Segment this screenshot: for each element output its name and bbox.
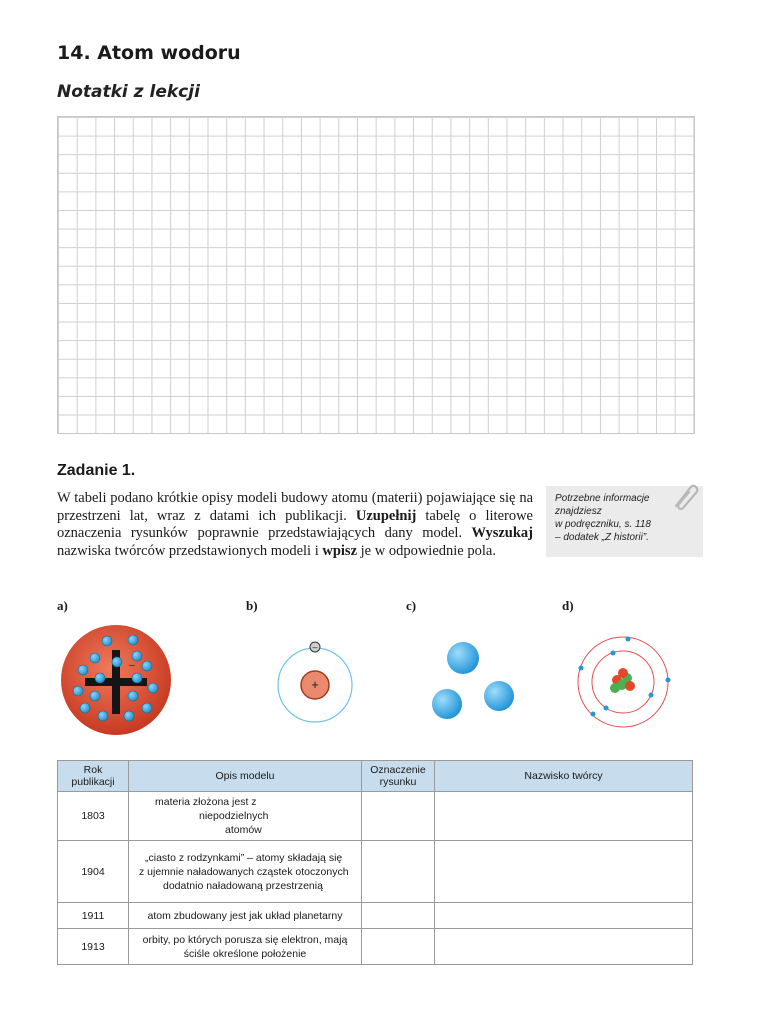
models-table: [57, 760, 693, 965]
cell-description: [129, 792, 362, 841]
desc-line: materia złożona jest z: [155, 796, 257, 808]
cell-description: atom zbudowany jest jak układ planetarny: [129, 903, 362, 929]
desc-line: dodatnio naładowaną przestrzenią: [163, 879, 323, 892]
notes-heading: Notatki z lekcji: [57, 82, 200, 102]
desc-line: orbity, po których porusza się elektron, mają: [142, 933, 348, 946]
cell-year: 1911: [58, 903, 129, 929]
figure-label-c: c): [406, 598, 417, 613]
figure-d-bohr: [573, 632, 673, 730]
author-input[interactable]: [435, 903, 693, 929]
table-row: [58, 903, 693, 929]
task-keyword-write: wpisz: [322, 542, 358, 559]
col-header-figure: Oznaczenie rysunku: [362, 761, 435, 792]
author-input[interactable]: [435, 792, 693, 841]
figure-mark-input[interactable]: [362, 841, 435, 903]
hint-text: [555, 492, 685, 544]
table-row: [58, 929, 693, 965]
table-row: [58, 792, 693, 841]
hint-line: – dodatek „Z historii”.: [555, 532, 649, 543]
col-header-year: Rok publikacji: [58, 761, 129, 792]
cell-description: [129, 929, 362, 965]
task-instructions: [57, 490, 533, 560]
hint-line: znajdziesz: [555, 506, 602, 517]
desc-line: ściśle określone położenie: [183, 947, 307, 960]
author-input[interactable]: [435, 929, 693, 965]
col-header-author: Nazwisko twórcy: [435, 761, 693, 792]
task-keyword-search: Wyszukaj: [471, 525, 533, 541]
fig-b-minus: –: [312, 642, 318, 652]
figure-b-nuclear: [270, 635, 360, 730]
task-paragraph: [57, 490, 533, 560]
paperclip-icon: [668, 480, 700, 512]
figure-mark-input[interactable]: [362, 903, 435, 929]
task-heading: Zadanie 1.: [57, 462, 136, 479]
figure-mark-input[interactable]: [362, 929, 435, 965]
task-text-3: nazwiska twórców przedstawionych modeli i: [57, 542, 323, 559]
desc-line: z ujemnie naładowanych cząstek otoczonych: [139, 865, 349, 878]
cell-year: 1803: [58, 792, 129, 841]
figure-a-plum-pudding: [57, 620, 177, 740]
task-intro: W tabeli podano krótkie opisy modeli budowy atomu (materii) pojawiające się na przestrzeni lat, wraz z datami ich publikacji.: [57, 490, 533, 524]
desc-line: atomów: [225, 824, 262, 836]
task-text-4: je w odpowiednie pola.: [357, 542, 496, 559]
notes-grid[interactable]: [57, 116, 695, 434]
task-text-2: tabelę o literowe oznaczenia rysunków poprawnie przedstawiających dany model.: [57, 507, 533, 541]
page-title: 14. Atom wodoru: [57, 42, 241, 64]
hint-line: Potrzebne informacje: [555, 493, 650, 504]
author-input[interactable]: [435, 841, 693, 903]
figure-label-b: b): [246, 598, 258, 613]
table-row: [58, 841, 693, 903]
hint-line: w podręczniku, s. 118: [555, 519, 651, 530]
fig-b-plus: +: [311, 677, 319, 692]
desc-line: niepodzielnych: [199, 810, 269, 822]
cell-year: 1913: [58, 929, 129, 965]
fig-a-minus: –: [129, 660, 135, 671]
figure-c-spheres: [425, 636, 520, 726]
figure-label-a: a): [57, 598, 68, 613]
desc-line: „ciasto z rodzynkami” – atomy składają się: [145, 851, 343, 864]
col-header-description: Opis modelu: [129, 761, 362, 792]
figure-mark-input[interactable]: [362, 792, 435, 841]
figure-label-d: d): [562, 598, 574, 613]
cell-description: [129, 841, 362, 903]
task-keyword-complete: Uzupełnij: [355, 507, 417, 524]
table-header-row: [58, 761, 693, 792]
cell-year: 1904: [58, 841, 129, 903]
